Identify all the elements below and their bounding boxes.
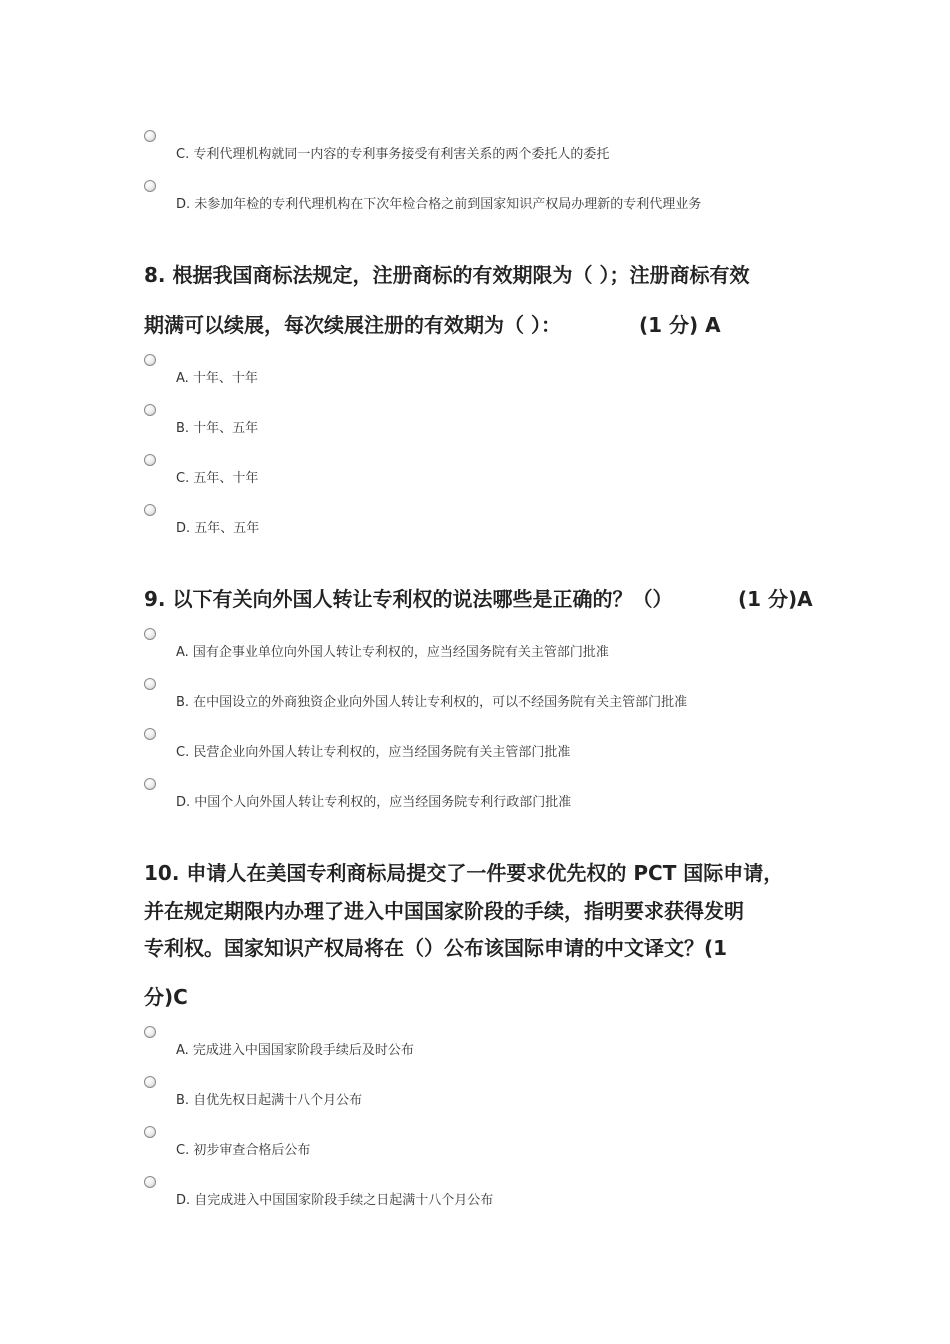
- radio-q9-d[interactable]: [144, 778, 156, 790]
- option-q10-b: B. 自优先权日起满十八个月公布: [176, 1093, 363, 1108]
- radio-q10-b[interactable]: [144, 1076, 156, 1088]
- question-10-line-2: 并在规定期限内办理了进入中国国家阶段的手续，指明要求获得发明: [144, 899, 744, 923]
- radio-q8-c[interactable]: [144, 454, 156, 466]
- option-q8-a: A. 十年、十年: [176, 371, 258, 386]
- option-q10-d: D. 自完成进入中国国家阶段手续之日起满十八个月公布: [176, 1193, 494, 1208]
- option-q10-c: C. 初步审查合格后公布: [176, 1143, 311, 1158]
- option-q9-a: A. 国有企事业单位向外国人转让专利权的，应当经国务院有关主管部门批准: [176, 645, 609, 660]
- radio-q7-c[interactable]: [144, 130, 156, 142]
- radio-q9-a[interactable]: [144, 628, 156, 640]
- question-10-line-3: 专利权。国家知识产权局将在（）公布该国际申请的中文译文？(1: [144, 936, 728, 960]
- radio-q10-d[interactable]: [144, 1176, 156, 1188]
- option-q8-b: B. 十年、五年: [176, 421, 259, 436]
- radio-q10-c[interactable]: [144, 1126, 156, 1138]
- radio-q9-b[interactable]: [144, 678, 156, 690]
- question-10-line-1: 10. 申请人在美国专利商标局提交了一件要求优先权的 PCT 国际申请，: [144, 861, 784, 885]
- radio-q9-c[interactable]: [144, 728, 156, 740]
- option-q8-c: C. 五年、十年: [176, 471, 259, 486]
- radio-q7-d[interactable]: [144, 180, 156, 192]
- question-9-line-1: 9. 以下有关向外国人转让专利权的说法哪些是正确的？（）: [144, 587, 673, 611]
- option-q9-c: C. 民营企业向外国人转让专利权的，应当经国务院有关主管部门批准: [176, 745, 571, 760]
- question-10-line-4: 分)C: [144, 985, 188, 1009]
- option-q7-d: D. 未参加年检的专利代理机构在下次年检合格之前到国家知识产权局办理新的专利代理业务: [176, 197, 702, 212]
- option-q10-a: A. 完成进入中国国家阶段手续后及时公布: [176, 1043, 414, 1058]
- option-q9-b: B. 在中国设立的外商独资企业向外国人转让专利权的，可以不经国务院有关主管部门批准: [176, 695, 688, 710]
- question-8-line-2: 期满可以续展，每次续展注册的有效期为（ ）：: [144, 313, 561, 337]
- option-q7-c: C. 专利代理机构就同一内容的专利事务接受有利害关系的两个委托人的委托: [176, 147, 610, 162]
- question-9-score: (1 分)A: [738, 587, 813, 611]
- question-8-line-1: 8. 根据我国商标法规定，注册商标的有效期限为（ ）；注册商标有效: [144, 263, 750, 287]
- option-q8-d: D. 五年、五年: [176, 521, 260, 536]
- option-q9-d: D. 中国个人向外国人转让专利权的，应当经国务院专利行政部门批准: [176, 795, 572, 810]
- radio-q10-a[interactable]: [144, 1026, 156, 1038]
- question-8-score: (1 分) A: [639, 313, 721, 337]
- radio-q8-a[interactable]: [144, 354, 156, 366]
- radio-q8-b[interactable]: [144, 404, 156, 416]
- radio-q8-d[interactable]: [144, 504, 156, 516]
